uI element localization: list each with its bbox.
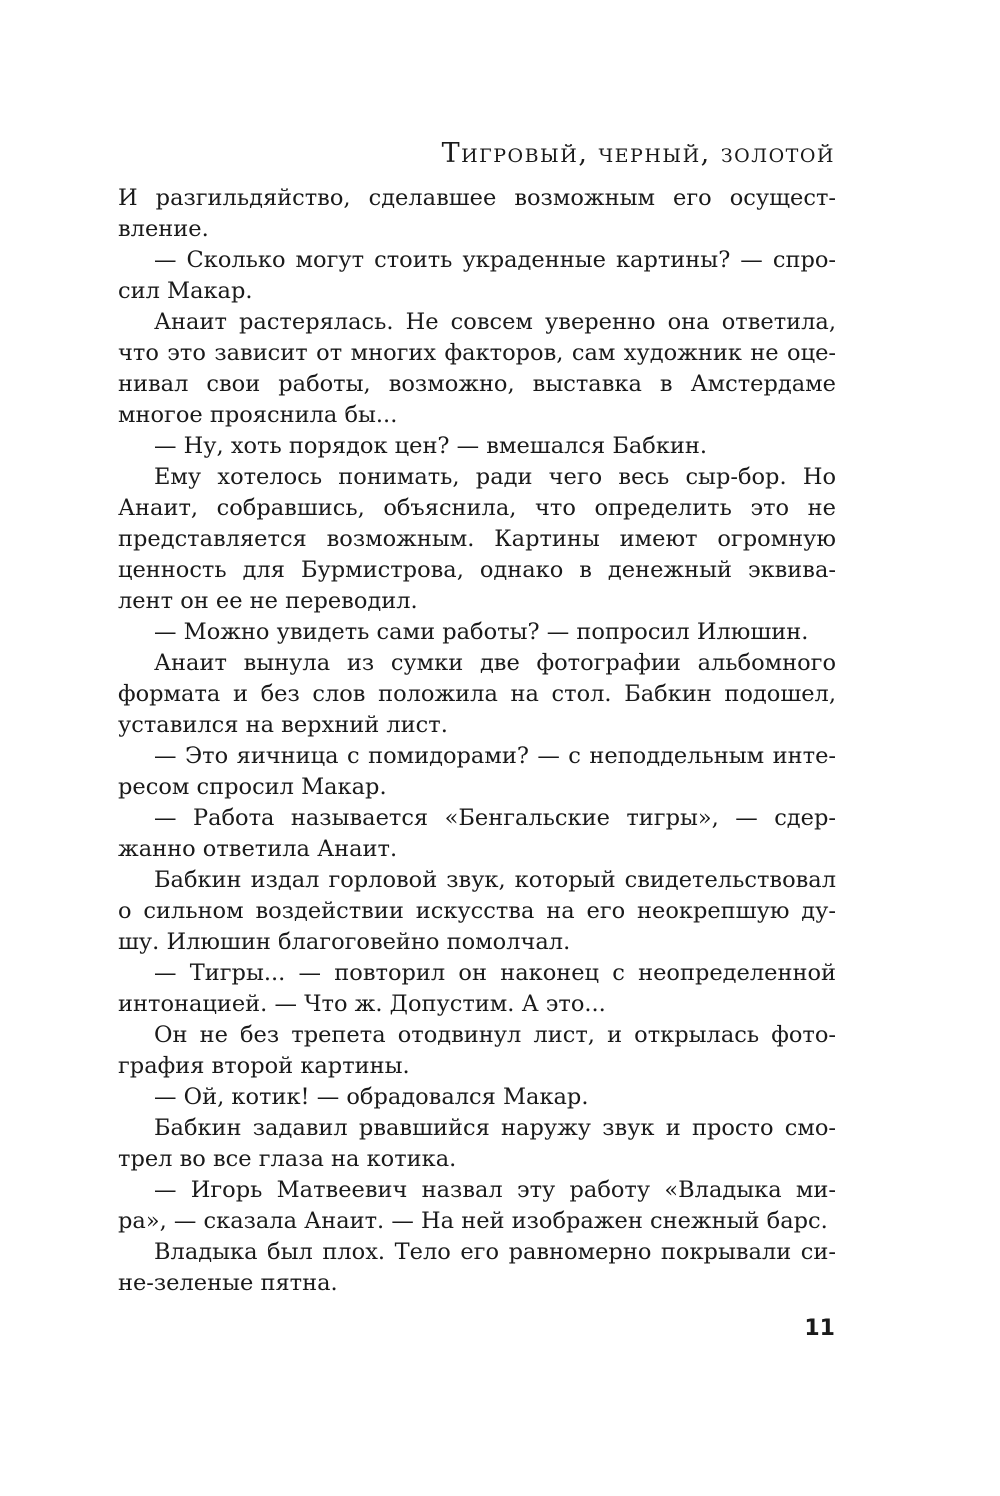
text-line: представляется возможным. Картины имеют огромную bbox=[118, 526, 836, 552]
text-line: ценность для Бурмистрова, однако в денежный эквива- bbox=[118, 557, 836, 583]
text-line: И разгильдяйство, сделавшее возможным его осущест- bbox=[118, 185, 836, 211]
text-line: Ему хотелось понимать, ради чего весь сыр-бор. Но bbox=[154, 464, 836, 490]
text-line: графия второй картины. bbox=[118, 1053, 410, 1079]
text-line: Бабкин задавил рвавшийся наружу звук и просто смо- bbox=[154, 1115, 836, 1141]
text-line: формата и без слов положила на стол. Бабкин подошел, bbox=[118, 681, 836, 707]
text-line: шу. Илюшин благоговейно помолчал. bbox=[118, 929, 571, 955]
text-line: не-зеленые пятна. bbox=[118, 1270, 338, 1296]
body-text bbox=[118, 183, 836, 1299]
page-number: 11 bbox=[804, 1316, 835, 1341]
text-line: лент он ее не переводил. bbox=[118, 588, 418, 614]
text-line: жанно ответила Анаит. bbox=[118, 836, 398, 862]
running-head: Тигровый, черный, золотой bbox=[441, 138, 835, 169]
text-line: Анаит вынула из сумки две фотографии альбомного bbox=[154, 650, 836, 676]
text-line: вление. bbox=[118, 216, 209, 242]
text-line: — Ну, хоть порядок цен? — вмешался Бабкин. bbox=[154, 433, 708, 459]
text-line: интонацией. — Что ж. Допустим. А это... bbox=[118, 991, 606, 1017]
text-line: — Ой, котик! — обрадовался Макар. bbox=[154, 1084, 589, 1110]
text-line: — Тигры... — повторил он наконец с неопределенной bbox=[154, 960, 836, 986]
text-line: нивал свои работы, возможно, выставка в Амстердаме bbox=[118, 371, 836, 397]
text-line: сил Макар. bbox=[118, 278, 253, 304]
text-line: — Работа называется «Бенгальские тигры», — сдер- bbox=[154, 805, 836, 831]
text-line: что это зависит от многих факторов, сам художник не оце- bbox=[118, 340, 836, 366]
text-line: ра», — сказала Анаит. — На ней изображен снежный барс. bbox=[118, 1208, 828, 1234]
text-line: Анаит, собравшись, объяснила, что определить это не bbox=[118, 495, 836, 521]
text-line: — Сколько могут стоить украденные картины? — спро- bbox=[154, 247, 836, 273]
text-line: Бабкин издал горловой звук, который свидетельствовал bbox=[154, 867, 836, 893]
text-line: — Игорь Матвеевич назвал эту работу «Владыка ми- bbox=[154, 1177, 836, 1203]
text-line: многое прояснила бы... bbox=[118, 402, 398, 428]
text-line: — Это яичница с помидорами? — с неподдельным инте- bbox=[154, 743, 836, 769]
text-line: Владыка был плох. Тело его равномерно покрывали си- bbox=[154, 1239, 836, 1265]
text-line: о сильном воздействии искусства на его неокрепшую ду- bbox=[118, 898, 836, 924]
text-line: ресом спросил Макар. bbox=[118, 774, 387, 800]
text-line: уставился на верхний лист. bbox=[118, 712, 448, 738]
text-line: Он не без трепета отодвинул лист, и открылась фото- bbox=[154, 1022, 836, 1048]
text-line: трел во все глаза на котика. bbox=[118, 1146, 457, 1172]
text-line: Анаит растерялась. Не совсем уверенно она ответила, bbox=[154, 309, 836, 335]
text-line: — Можно увидеть сами работы? — попросил Илюшин. bbox=[154, 619, 809, 645]
